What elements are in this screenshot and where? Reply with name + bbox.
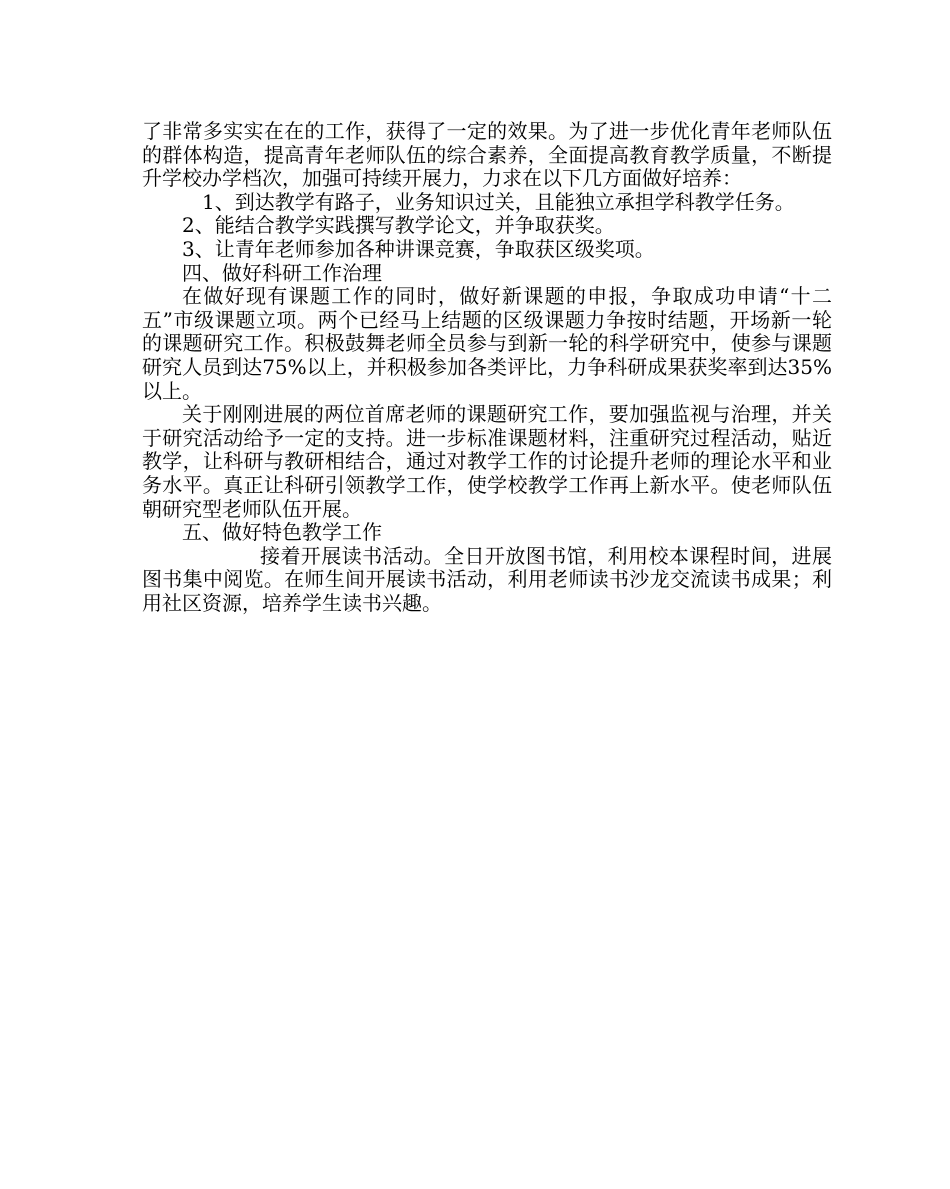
- paragraph-intro: 了非常多实实在在的工作，获得了一定的效果。为了进一步优化青年老师队伍的群体构造，提高青年老师队伍的综合素养，全面提高教育教学质量，不断提升学校办学档次，加强可持续开展力，力求在以下几方面做好培养：: [142, 119, 832, 191]
- paragraph-item-1: 1、到达教学有路子，业务知识过关，且能独立承担学科教学任务。: [202, 189, 795, 214]
- paragraph-item-2: 2、能结合教学实践撰写教学论文，并争取获奖。: [182, 213, 615, 238]
- paragraph-reading: 接着开展读书活动。全日开放图书馆，利用校本课程时间，进展图书集中阅览。在师生间开展读书活动，利用老师读书沙龙交流读书成果；利用社区资源，培养学生读书兴趣。: [142, 543, 832, 615]
- paragraph-research-projects: 在做好现有课题工作的同时，做好新课题的申报，争取成功申请“十二五”市级课题立项。两个已经马上结题的区级课题力争按时结题，开场新一轮的课题研究工作。积极鼓舞老师全员参与到新一轮的科学研究中，使参与课题研究人员到达75%以上，并积极参加各类评比，力争科研成果获奖率到达35%以上。: [142, 284, 832, 403]
- document-body: [142, 120, 832, 615]
- paragraph-item-3: 3、让青年老师参加各种讲课竞赛，争取获区级奖项。: [182, 236, 655, 261]
- section-heading-research: 四、做好科研工作治理: [182, 260, 382, 285]
- section-heading-special: 五、做好特色教学工作: [182, 520, 382, 545]
- paragraph-research-support: 关于刚刚进展的两位首席老师的课题研究工作，要加强监视与治理，并关于研究活动给予一定的支持。进一步标准课题材料，注重研究过程活动，贴近教学，让科研与教研相结合，通过对教学工作的讨论提升老师的理论水平和业务水平。真正让科研引领教学工作，使学校教学工作再上新水平。使老师队伍朝研究型老师队伍开展。: [142, 402, 832, 521]
